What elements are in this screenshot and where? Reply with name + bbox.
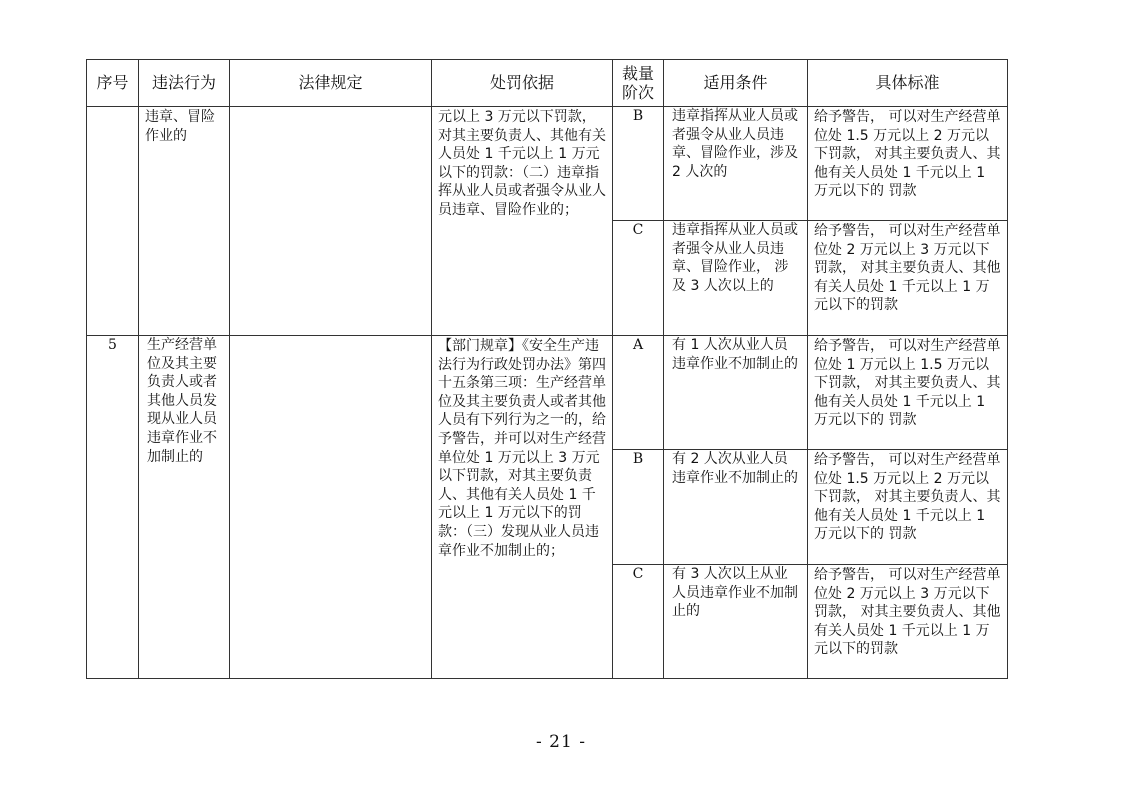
row-condition: 有 3 人次以上从业人员违章作业不加制止的	[664, 565, 808, 679]
row-condition: 违章指挥从业人员或者强令从业人员违章、冒险作业，涉及 2 人次的	[664, 107, 808, 221]
row-level: A	[613, 336, 664, 450]
row-level: B	[613, 107, 664, 221]
row-behavior: 违章、冒险作业的	[139, 107, 230, 336]
header-level: 裁量 阶次	[613, 60, 664, 107]
header-law: 法律规定	[230, 60, 432, 107]
row-standard: 给予警告， 可以对生产经营单位处 1.5 万元以上 2 万元以下罚款， 对其主要负责人、其他有关人员处 1 千元以上 1 万元以下的 罚款	[808, 450, 1008, 565]
row-condition: 违章指挥从业人员或者强令从业人员违章、冒险作业， 涉及 3 人次以上的	[664, 221, 808, 336]
row-seq: 5	[87, 336, 139, 679]
row-level: C	[613, 565, 664, 679]
row-law	[230, 107, 432, 336]
row-condition: 有 2 人次从业人员违章作业不加制止的	[664, 450, 808, 565]
header-condition: 适用条件	[664, 60, 808, 107]
row-level: B	[613, 450, 664, 565]
header-seq: 序号	[87, 60, 139, 107]
header-standard: 具体标准	[808, 60, 1008, 107]
header-behavior: 违法行为	[139, 60, 230, 107]
row-basis: 【部门规章】《安全生产违法行为行政处罚办法》第四十五条第三项：生产经营单位及其主要负责人或者其他人员有下列行为之一的，给予警告，并可以对生产经营单位处 1 万元以上 3 万元以下罚款，对其主要负责人、其他有关人员处 1 千元以上 1 万元以下的罚款：（三）发现从业人员违章作业不加制止的；	[432, 336, 613, 679]
row-seq	[87, 107, 139, 336]
row-law	[230, 336, 432, 679]
penalty-discretion-table	[86, 59, 1008, 679]
row-standard: 给予警告， 可以对生产经营单位处 1.5 万元以上 2 万元以下罚款， 对其主要负责人、其他有关人员处 1 千元以上 1 万元以下的 罚款	[808, 107, 1008, 221]
row-behavior: 生产经营单位及其主要负责人或者其他人员发现从业人员违章作业不加制止的	[139, 336, 230, 679]
table-header-row	[87, 60, 1008, 107]
row-basis: 元以上 3 万元以下罚款，对其主要负责人、其他有关人员处 1 千元以上 1 万元以下的罚款：（二）违章指挥从业人员或者强令从业人员违章、冒险作业的；	[432, 107, 613, 336]
page-number: - 21 -	[536, 732, 586, 752]
header-basis: 处罚依据	[432, 60, 613, 107]
row-standard: 给予警告， 可以对生产经营单位处 2 万元以上 3 万元以下罚款， 对其主要负责人、其他有关人员处 1 千元以上 1 万元以下的罚款	[808, 565, 1008, 679]
row-standard: 给予警告， 可以对生产经营单位处 2 万元以上 3 万元以下罚款， 对其主要负责人、其他有关人员处 1 千元以上 1 万元以下的罚款	[808, 221, 1008, 336]
table-row	[87, 336, 1008, 450]
row-level: C	[613, 221, 664, 336]
table-row	[87, 107, 1008, 221]
row-standard: 给予警告， 可以对生产经营单位处 1 万元以上 1.5 万元以下罚款， 对其主要负责人、其他有关人员处 1 千元以上 1 万元以下的 罚款	[808, 336, 1008, 450]
row-condition: 有 1 人次从业人员违章作业不加制止的	[664, 336, 808, 450]
